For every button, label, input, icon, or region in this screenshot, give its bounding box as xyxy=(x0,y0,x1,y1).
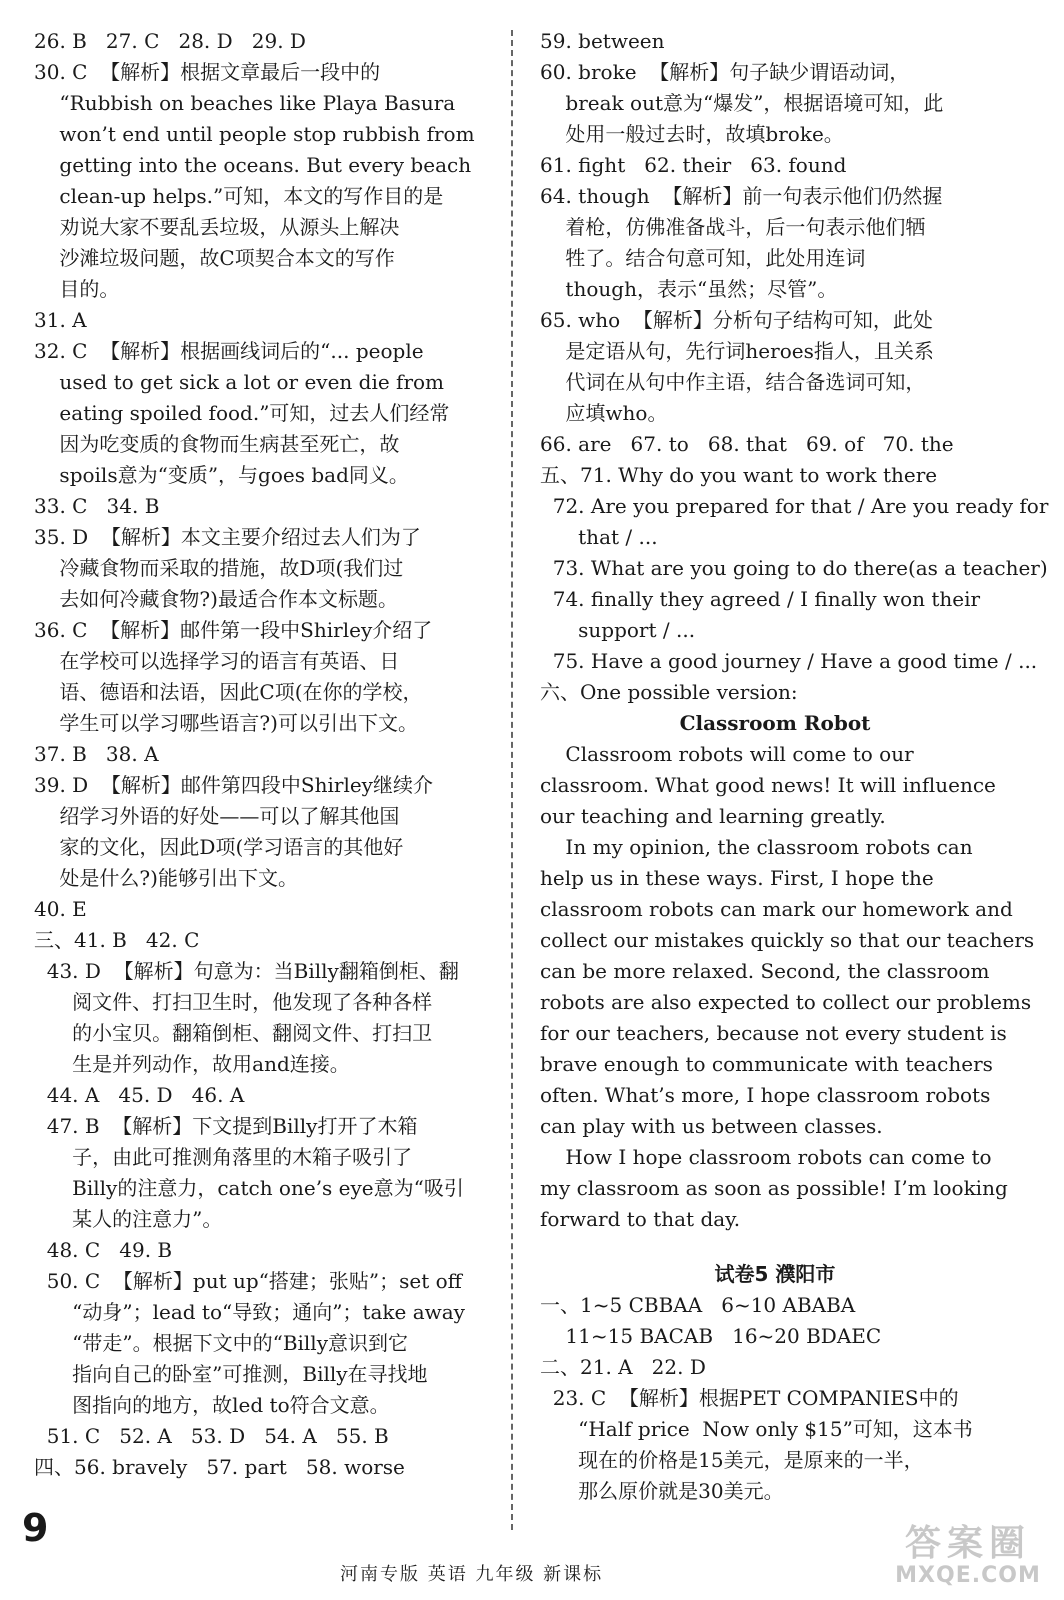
answer-line: “带走”。根据下文中的“Billy意识到它 xyxy=(34,1331,409,1355)
answer-line: 66. are 67. to 68. that 69. of 70. the xyxy=(540,432,954,456)
answer-line: 51. C 52. A 53. D 54. A 55. B xyxy=(34,1424,389,1448)
answer-line: 处用一般过去时，故填broke。 xyxy=(540,122,844,146)
essay-line: can be more relaxed. Second, the classroom xyxy=(540,959,990,983)
answer-line: 阅文件、打扫卫生时，他发现了各种各样 xyxy=(34,990,433,1014)
answer-line: 三、41. B 42. C xyxy=(34,928,200,952)
answer-line: clean-up helps.”可知，本文的写作目的是 xyxy=(34,184,444,208)
essay-line: our teaching and learning greatly. xyxy=(540,804,886,828)
answer-line: 五、71. Why do you want to work there xyxy=(540,463,938,487)
answer-line: 23. C 【解析】根据PET COMPANIES中的 xyxy=(540,1386,959,1410)
answer-line: “动身”；lead to“导致；通向”；take away xyxy=(34,1300,465,1324)
answer-line: 11~15 BACAB 16~20 BDAEC xyxy=(540,1324,882,1348)
section-spacer xyxy=(540,1235,1010,1259)
page-number: 9 xyxy=(22,1506,49,1550)
essay-title: Classroom Robot xyxy=(679,711,871,735)
answer-line: won’t end until people stop rubbish from xyxy=(34,122,475,146)
answer-line: 子，由此可推测角落里的木箱子吸引了 xyxy=(34,1145,413,1169)
answer-line: 39. D 【解析】邮件第四段中Shirley继续介 xyxy=(34,773,433,797)
answer-line: 某人的注意力”。 xyxy=(34,1207,223,1231)
answer-line: 33. C 34. B xyxy=(34,494,160,518)
answer-line: 六、One possible version: xyxy=(540,680,798,704)
answer-line: 36. C 【解析】邮件第一段中Shirley介绍了 xyxy=(34,618,433,642)
answer-line: 绍学习外语的好处——可以了解其他国 xyxy=(34,804,400,828)
essay-line: collect our mistakes quickly so that our teachers xyxy=(540,928,1035,952)
answer-line: 牲了。结合句意可知，此处用连词 xyxy=(540,246,866,270)
essay-line: often. What’s more, I hope classroom robots xyxy=(540,1083,991,1107)
answer-line: 64. though 【解析】前一句表示他们仍然握 xyxy=(540,184,943,208)
answer-line: 47. B 【解析】下文提到Billy打开了木箱 xyxy=(34,1114,418,1138)
essay-line: can play with us between classes. xyxy=(540,1114,883,1138)
answer-line: 现在的价格是15美元，是原来的一半， xyxy=(540,1448,924,1472)
answer-line: 59. between xyxy=(540,29,665,53)
answer-line: 去如何冷藏食物?)最适合作本文标题。 xyxy=(34,587,398,611)
answer-line: 60. broke 【解析】句子缺少谓语动词， xyxy=(540,60,910,84)
answer-line: 生是并列动作，故用and连接。 xyxy=(34,1052,350,1076)
answer-line: 家的文化，因此D项(学习语言的其他好 xyxy=(34,835,404,859)
answer-line: used to get sick a lot or even die from xyxy=(34,370,445,394)
essay-line: How I hope classroom robots can come to xyxy=(540,1145,992,1169)
essay-line: classroom robots can mark our homework and xyxy=(540,897,1013,921)
answer-line: 代词在从句中作主语，结合备选词可知， xyxy=(540,370,926,394)
answer-line: 61. fight 62. their 63. found xyxy=(540,153,847,177)
watermark-text-cn: 答案圈 xyxy=(904,1523,1031,1564)
answer-line: 50. C 【解析】put up“搭建；张贴”；set off xyxy=(34,1269,462,1293)
answer-line: 冷藏食物而采取的措施，故D项(我们过 xyxy=(34,556,404,580)
answer-line: 26. B 27. C 28. D 29. D xyxy=(34,29,306,53)
answer-line: 在学校可以选择学习的语言有英语、日 xyxy=(34,649,400,673)
answer-line: 处是什么?)能够引出下文。 xyxy=(34,866,298,890)
answer-line: 37. B 38. A xyxy=(34,742,159,766)
answer-line: 48. C 49. B xyxy=(34,1238,173,1262)
footer-edition: 河南专版 英语 九年级 新课标 xyxy=(340,1564,604,1585)
answer-line: 四、56. bravely 57. part 58. worse xyxy=(34,1455,405,1479)
answer-line: 学生可以学习哪些语言?)可以引出下文。 xyxy=(34,711,418,735)
essay-line: for our teachers, because not every student is xyxy=(540,1021,1007,1045)
answer-line: eating spoiled food.”可知，过去人们经常 xyxy=(34,401,450,425)
answer-line: 的小宝贝。翻箱倒柜、翻阅文件、打扫卫 xyxy=(34,1021,433,1045)
essay-line: In my opinion, the classroom robots can xyxy=(540,835,973,859)
essay-line: help us in these ways. First, I hope the xyxy=(540,866,934,890)
answer-line: 那么原价就是30美元。 xyxy=(540,1479,784,1503)
answer-line: 30. C 【解析】根据文章最后一段中的 xyxy=(34,60,381,84)
watermark-logo xyxy=(878,1524,1058,1594)
answer-line: 图指向的地方，故led to符合文意。 xyxy=(34,1393,390,1417)
essay-line: Classroom robots will come to our xyxy=(540,742,914,766)
right-column xyxy=(540,26,1049,1507)
column-divider xyxy=(511,30,513,1530)
answer-line: 72. Are you prepared for that / Are you ready for xyxy=(540,494,1049,518)
essay-line: brave enough to communicate with teachers xyxy=(540,1052,993,1076)
essay-line: my classroom as soon as possible! I’m looking xyxy=(540,1176,1008,1200)
answer-line: 语、德语和法语，因此C项(在你的学校， xyxy=(34,680,423,704)
answer-line: 43. D 【解析】句意为：当Billy翻箱倒柜、翻 xyxy=(34,959,459,983)
answer-line: support / ... xyxy=(540,618,696,642)
answer-line: break out意为“爆发”，根据语境可知，此 xyxy=(540,91,944,115)
answer-line: 应填who。 xyxy=(540,401,668,425)
answer-line: 因为吃变质的食物而生病甚至死亡，故 xyxy=(34,432,400,456)
essay-line: classroom. What good news! It will influence xyxy=(540,773,996,797)
answer-line: 是定语从句，先行词heroes指人，且关系 xyxy=(540,339,934,363)
answer-line: 指向自己的卧室”可推测，Billy在寻找地 xyxy=(34,1362,428,1386)
answer-line: 目的。 xyxy=(34,277,120,301)
answer-line: 74. finally they agreed / I finally won their xyxy=(540,587,981,611)
essay-line: forward to that day. xyxy=(540,1207,741,1231)
answer-line: 44. A 45. D 46. A xyxy=(34,1083,245,1107)
answer-line: 劝说大家不要乱丢垃圾，从源头上解决 xyxy=(34,215,400,239)
answer-line: 73. What are you going to do there(as a teacher) xyxy=(540,556,1048,580)
answer-line: “Half price Now only $15”可知，这本书 xyxy=(540,1417,973,1441)
watermark-text-en: MXQE.COM xyxy=(895,1563,1041,1588)
answer-line: 65. who 【解析】分析句子结构可知，此处 xyxy=(540,308,933,332)
test-section-title: 试卷5 濮阳市 xyxy=(714,1262,836,1286)
answer-line: 一、1~5 CBBAA 6~10 ABABA xyxy=(540,1293,856,1317)
answer-line: 31. A xyxy=(34,308,87,332)
answer-line: 75. Have a good journey / Have a good time / ... xyxy=(540,649,1038,673)
answer-line: 着枪，仿佛准备战斗，后一句表示他们牺 xyxy=(540,215,926,239)
answer-line: Billy的注意力，catch one’s eye意为“吸引 xyxy=(34,1176,464,1200)
answer-line: “Rubbish on beaches like Playa Basura xyxy=(34,91,456,115)
answer-line: 32. C 【解析】根据画线词后的“... people xyxy=(34,339,424,363)
answer-line: getting into the oceans. But every beach xyxy=(34,153,472,177)
answer-line: though，表示“虽然；尽管”。 xyxy=(540,277,838,301)
left-column xyxy=(34,26,500,1483)
answer-line: spoils意为“变质”，与goes bad同义。 xyxy=(34,463,409,487)
answer-line: 35. D 【解析】本文主要介绍过去人们为了 xyxy=(34,525,421,549)
answer-line: 二、21. A 22. D xyxy=(540,1355,706,1379)
essay-line: robots are also expected to collect our problems xyxy=(540,990,1032,1014)
answer-line: that / ... xyxy=(540,525,658,549)
answer-line: 沙滩垃圾问题，故C项契合本文的写作 xyxy=(34,246,395,270)
answer-line: 40. E xyxy=(34,897,87,921)
